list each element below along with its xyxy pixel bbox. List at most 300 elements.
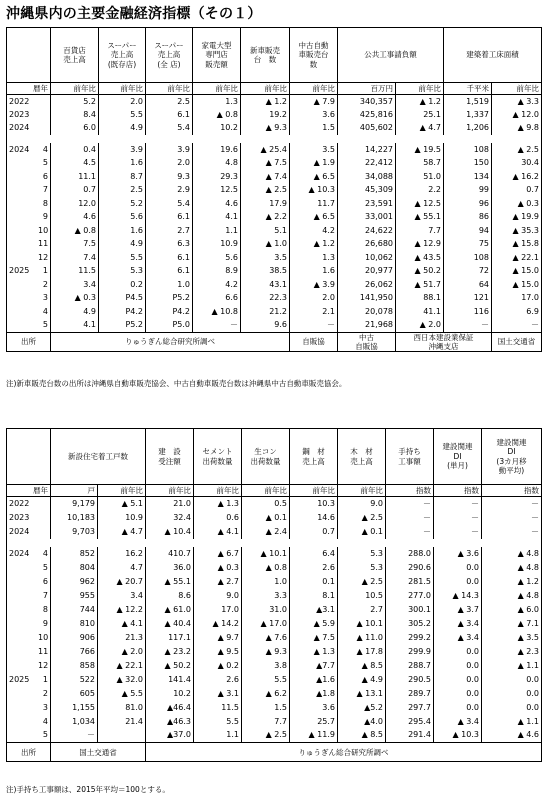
value-cell: 7.4 xyxy=(51,251,99,265)
value-cell: 29.3 xyxy=(193,170,241,184)
value-cell: 2.6 xyxy=(194,673,242,687)
source-cell: 中古 自販協 xyxy=(338,332,396,351)
table-row xyxy=(7,561,542,575)
value-cell: ▲ 10.1 xyxy=(242,547,290,561)
table-row xyxy=(7,645,542,659)
value-cell: ▲ 5.9 xyxy=(290,617,338,631)
value-cell: ▲ 7.6 xyxy=(242,631,290,645)
value-cell: 45,309 xyxy=(338,184,396,198)
value-cell: 6.6 xyxy=(193,292,241,306)
value-cell: ▲ 61.0 xyxy=(146,603,194,617)
value-cell: ▲ 9.8 xyxy=(492,122,542,136)
unit-cell: 前年比 xyxy=(338,485,386,497)
year-label: 2024 xyxy=(9,526,30,536)
value-cell: 36.0 xyxy=(146,561,194,575)
value-cell: 141.4 xyxy=(146,673,194,687)
value-cell: ▲ 7.1 xyxy=(482,617,542,631)
value-cell: 12.5 xyxy=(193,184,241,198)
unit-cell: 前年比 xyxy=(98,485,146,497)
period-cell xyxy=(7,673,51,687)
column-header: 中古自動 車販売台 数 xyxy=(290,28,338,83)
value-cell: ▲ 55.1 xyxy=(146,575,194,589)
value-cell: 3.9 xyxy=(99,143,146,157)
table-row xyxy=(7,305,542,319)
value-cell: 141,950 xyxy=(338,292,396,306)
unit-cell: 前年比 xyxy=(193,83,241,95)
value-cell: 300.1 xyxy=(386,603,434,617)
value-cell: 3.6 xyxy=(290,701,338,715)
value-cell: 4.6 xyxy=(193,197,241,211)
period-cell xyxy=(7,305,51,319)
table-row xyxy=(7,547,542,561)
value-cell: ▲ 9.5 xyxy=(194,645,242,659)
spacer-cell xyxy=(7,539,542,547)
value-cell: 0.0 xyxy=(434,561,482,575)
value-cell: 962 xyxy=(51,575,98,589)
value-cell: ▲ 0.3 xyxy=(51,292,99,306)
value-cell: P4.2 xyxy=(146,305,193,319)
value-cell: ▲ 3.1 xyxy=(194,687,242,701)
table-row xyxy=(7,108,542,122)
value-cell: 5.6 xyxy=(99,211,146,225)
value-cell: ▲ 2.5 xyxy=(338,575,386,589)
value-cell: ▲5.2 xyxy=(338,701,386,715)
value-cell: ▲ 10.8 xyxy=(193,305,241,319)
month-label: 5 xyxy=(42,320,48,329)
month-label: 4 xyxy=(42,144,48,154)
value-cell: 295.4 xyxy=(386,715,434,729)
value-cell: 14.6 xyxy=(290,511,338,525)
period-cell xyxy=(7,108,51,122)
table-row xyxy=(7,197,542,211)
month-label: 5 xyxy=(42,730,48,740)
value-cell: 0.6 xyxy=(194,511,242,525)
value-cell: ▲ 1.2 xyxy=(241,95,290,109)
value-cell: 277.0 xyxy=(386,589,434,603)
value-cell: 2.5 xyxy=(146,95,193,109)
value-cell: 75 xyxy=(444,238,492,252)
value-cell: ▲ 6.2 xyxy=(242,687,290,701)
value-cell: 10.9 xyxy=(98,511,146,525)
value-cell: ▲ 19.5 xyxy=(396,143,444,157)
value-cell: 9.6 xyxy=(241,319,290,333)
value-cell: ▲ 12.5 xyxy=(396,197,444,211)
value-cell: 7.5 xyxy=(51,238,99,252)
value-cell: 0.7 xyxy=(492,184,542,198)
value-cell: 4.2 xyxy=(290,224,338,238)
unit-cell: 前年比 xyxy=(99,83,146,95)
source-cell: 国土交通省 xyxy=(492,332,542,351)
value-cell: ▲ 15.0 xyxy=(492,265,542,279)
value-cell: 19.6 xyxy=(193,143,241,157)
unit-cell: 前年比 xyxy=(194,485,242,497)
value-cell: 17.0 xyxy=(194,603,242,617)
value-cell: 4.7 xyxy=(98,561,146,575)
value-cell: 2.7 xyxy=(146,224,193,238)
value-cell: ▲7.7 xyxy=(290,659,338,673)
value-cell: ▲ 12.0 xyxy=(492,108,542,122)
value-cell: 4.2 xyxy=(193,278,241,292)
value-cell: 299.9 xyxy=(386,645,434,659)
value-cell: 64 xyxy=(444,278,492,292)
value-cell: 5.5 xyxy=(242,673,290,687)
value-cell: 410.7 xyxy=(146,547,194,561)
value-cell: 4.8 xyxy=(193,157,241,171)
period-cell xyxy=(7,525,51,539)
value-cell: 3.5 xyxy=(241,251,290,265)
value-cell: 1.1 xyxy=(193,224,241,238)
column-header: 手持ち 工事額 xyxy=(386,429,434,485)
value-cell: ▲ 2.5 xyxy=(338,511,386,525)
value-cell: 86 xyxy=(444,211,492,225)
period-cell xyxy=(7,701,51,715)
value-cell: 4.9 xyxy=(51,305,99,319)
table-row xyxy=(7,265,542,279)
value-cell: 99 xyxy=(444,184,492,198)
value-cell: 5.3 xyxy=(338,561,386,575)
value-cell: 405,602 xyxy=(338,122,396,136)
column-header: 公共工事請負額 xyxy=(338,28,444,83)
value-cell: ▲ 2.0 xyxy=(98,645,146,659)
unit-cell: 前年比 xyxy=(290,485,338,497)
value-cell: － xyxy=(434,525,482,539)
value-cell: ▲ 23.2 xyxy=(146,645,194,659)
value-cell: 33,001 xyxy=(338,211,396,225)
value-cell: 38.5 xyxy=(241,265,290,279)
value-cell: 1.3 xyxy=(193,95,241,109)
table-row xyxy=(7,497,542,511)
value-cell: ▲3.1 xyxy=(290,603,338,617)
table-row xyxy=(7,617,542,631)
value-cell: ▲ 6.5 xyxy=(290,170,338,184)
table-row xyxy=(7,122,542,136)
column-header xyxy=(7,28,51,83)
value-cell: 43.1 xyxy=(241,278,290,292)
value-cell: 3.4 xyxy=(98,589,146,603)
spacer-cell xyxy=(7,135,542,143)
table-row xyxy=(7,157,542,171)
period-cell xyxy=(7,278,51,292)
column-header xyxy=(7,429,51,485)
value-cell: 12.0 xyxy=(51,197,99,211)
value-cell: P4.5 xyxy=(99,292,146,306)
value-cell: 6.1 xyxy=(146,265,193,279)
value-cell: － xyxy=(193,319,241,333)
value-cell: ▲ 3.4 xyxy=(434,617,482,631)
month-label: 9 xyxy=(42,212,48,222)
value-cell: － xyxy=(482,525,542,539)
value-cell: ▲ 12.9 xyxy=(396,238,444,252)
value-cell: 4.1 xyxy=(51,319,99,333)
period-cell xyxy=(7,511,51,525)
value-cell: 8.1 xyxy=(290,589,338,603)
value-cell: ▲ 1.0 xyxy=(241,238,290,252)
column-header: 建 設 受注額 xyxy=(146,429,194,485)
value-cell: 744 xyxy=(51,603,98,617)
value-cell: 21.0 xyxy=(146,497,194,511)
value-cell: 32.4 xyxy=(146,511,194,525)
column-header: 建築着工床面積 xyxy=(444,28,542,83)
value-cell: 51.0 xyxy=(396,170,444,184)
value-cell: ▲ 0.8 xyxy=(242,561,290,575)
month-label: 5 xyxy=(42,562,48,572)
value-cell: 0.0 xyxy=(434,645,482,659)
period-cell xyxy=(7,95,51,109)
value-cell: 4.5 xyxy=(51,157,99,171)
period-cell xyxy=(7,729,51,743)
column-header: 家電大型 専門店 販売額 xyxy=(193,28,241,83)
value-cell: 0.7 xyxy=(51,184,99,198)
value-cell: 1.1 xyxy=(194,729,242,743)
value-cell: ▲ 5.5 xyxy=(98,687,146,701)
value-cell: ▲ 1.1 xyxy=(482,715,542,729)
value-cell: ▲ 0.1 xyxy=(338,525,386,539)
value-cell: 26,062 xyxy=(338,278,396,292)
year-label: 2023 xyxy=(9,109,30,119)
value-cell: 340,357 xyxy=(338,95,396,109)
month-label: 4 xyxy=(42,306,48,316)
value-cell: 4.6 xyxy=(51,211,99,225)
value-cell: ▲1.8 xyxy=(290,687,338,701)
value-cell: ▲ 2.3 xyxy=(482,645,542,659)
value-cell: 10.5 xyxy=(338,589,386,603)
month-label: 8 xyxy=(42,198,48,208)
value-cell: 4.9 xyxy=(99,122,146,136)
value-cell: 8.6 xyxy=(146,589,194,603)
value-cell: ▲ 1.3 xyxy=(194,497,242,511)
value-cell: 11.1 xyxy=(51,170,99,184)
value-cell: 425,816 xyxy=(338,108,396,122)
value-cell: 24,622 xyxy=(338,224,396,238)
value-cell: ▲ 10.1 xyxy=(338,617,386,631)
value-cell: 5.2 xyxy=(99,197,146,211)
value-cell: 58.7 xyxy=(396,157,444,171)
value-cell: 1,337 xyxy=(444,108,492,122)
period-cell xyxy=(7,265,51,279)
value-cell: 3.4 xyxy=(51,278,99,292)
value-cell: ▲46.4 xyxy=(146,701,194,715)
value-cell: 21,968 xyxy=(338,319,396,333)
value-cell: 906 xyxy=(51,631,98,645)
value-cell: ▲ 2.7 xyxy=(194,575,242,589)
value-cell: 9,703 xyxy=(51,525,98,539)
value-cell: 299.2 xyxy=(386,631,434,645)
value-cell: ▲ 50.2 xyxy=(396,265,444,279)
period-cell xyxy=(7,547,51,561)
value-cell: 810 xyxy=(51,617,98,631)
value-cell: 0.0 xyxy=(434,659,482,673)
value-cell: ▲ 0.8 xyxy=(193,108,241,122)
period-cell xyxy=(7,211,51,225)
value-cell: 10.3 xyxy=(290,497,338,511)
value-cell: 9.3 xyxy=(146,170,193,184)
value-cell: 7.7 xyxy=(242,715,290,729)
value-cell: 5.5 xyxy=(194,715,242,729)
value-cell: 2.9 xyxy=(146,184,193,198)
value-cell: 22.3 xyxy=(241,292,290,306)
value-cell: 1.5 xyxy=(290,122,338,136)
value-cell: 290.6 xyxy=(386,561,434,575)
value-cell: － xyxy=(386,525,434,539)
value-cell: P5.0 xyxy=(146,319,193,333)
source-cell: 国土交通省 xyxy=(51,743,146,762)
table-row xyxy=(7,319,542,333)
value-cell: 11.5 xyxy=(194,701,242,715)
unit-cell: 指数 xyxy=(482,485,542,497)
value-cell: ▲ 32.0 xyxy=(98,673,146,687)
value-cell: 14,227 xyxy=(338,143,396,157)
value-cell: P5.2 xyxy=(146,292,193,306)
value-cell: 0.0 xyxy=(482,687,542,701)
month-label: 11 xyxy=(38,646,49,656)
value-cell: ▲ 3.3 xyxy=(492,95,542,109)
table-row xyxy=(7,729,542,743)
value-cell: 0.0 xyxy=(434,687,482,701)
source-row xyxy=(7,332,542,351)
month-label: 11 xyxy=(38,239,49,249)
value-cell: － xyxy=(482,511,542,525)
value-cell: ▲ 4.6 xyxy=(482,729,542,743)
value-cell: 10,183 xyxy=(51,511,98,525)
value-cell: 291.4 xyxy=(386,729,434,743)
value-cell: ▲ 4.8 xyxy=(482,589,542,603)
value-cell: 3.3 xyxy=(242,589,290,603)
value-cell: 289.7 xyxy=(386,687,434,701)
value-cell: 0.4 xyxy=(51,143,99,157)
value-cell: 150 xyxy=(444,157,492,171)
financial-indicators-table-2 xyxy=(6,428,542,762)
value-cell: 305.2 xyxy=(386,617,434,631)
value-cell: ▲ 3.9 xyxy=(290,278,338,292)
table-row xyxy=(7,251,542,265)
month-label: 1 xyxy=(42,674,48,684)
value-cell: ▲ 7.4 xyxy=(241,170,290,184)
unit-cell: 前年比 xyxy=(51,83,99,95)
month-label: 2 xyxy=(42,688,48,698)
value-cell: ▲ 4.1 xyxy=(194,525,242,539)
value-cell: 88.1 xyxy=(396,292,444,306)
value-cell: 5.2 xyxy=(51,95,99,109)
year-label: 2022 xyxy=(9,96,30,106)
value-cell: 7.7 xyxy=(396,224,444,238)
table1-header xyxy=(7,28,542,83)
value-cell: ▲ 0.8 xyxy=(51,224,99,238)
value-cell: ▲ 12.2 xyxy=(98,603,146,617)
value-cell: ▲ 3.4 xyxy=(434,631,482,645)
value-cell: ▲ 3.4 xyxy=(434,715,482,729)
value-cell: 6.9 xyxy=(492,305,542,319)
value-cell: ▲ 22.1 xyxy=(98,659,146,673)
value-cell: 41.1 xyxy=(396,305,444,319)
value-cell: － xyxy=(290,319,338,333)
value-cell: 0.1 xyxy=(290,575,338,589)
value-cell: 9.0 xyxy=(338,497,386,511)
value-cell: ▲ 35.3 xyxy=(492,224,542,238)
table-row xyxy=(7,673,542,687)
value-cell: ▲ 4.9 xyxy=(338,673,386,687)
month-label: 10 xyxy=(38,225,49,235)
unit-cell: 前年比 xyxy=(290,83,338,95)
value-cell: 852 xyxy=(51,547,98,561)
value-cell: 25.7 xyxy=(290,715,338,729)
period-cell xyxy=(7,224,51,238)
value-cell: 0.0 xyxy=(434,673,482,687)
value-cell: ▲ 2.0 xyxy=(396,319,444,333)
value-cell: 25.1 xyxy=(396,108,444,122)
value-cell: 0.0 xyxy=(434,575,482,589)
value-cell: － xyxy=(386,511,434,525)
value-cell: 117.1 xyxy=(146,631,194,645)
value-cell: ▲ 22.1 xyxy=(492,251,542,265)
value-cell: 9,179 xyxy=(51,497,98,511)
value-cell: － xyxy=(434,511,482,525)
value-cell: 288.0 xyxy=(386,547,434,561)
value-cell: 5.5 xyxy=(99,251,146,265)
unit-cell: 百万円 xyxy=(338,83,396,95)
value-cell: ▲ 15.8 xyxy=(492,238,542,252)
value-cell: 2.0 xyxy=(146,157,193,171)
value-cell: 8.9 xyxy=(193,265,241,279)
value-cell: ▲ 0.3 xyxy=(194,561,242,575)
value-cell: 0.2 xyxy=(99,278,146,292)
value-cell: 5.6 xyxy=(193,251,241,265)
table-row xyxy=(7,701,542,715)
value-cell: 858 xyxy=(51,659,98,673)
value-cell: 6.0 xyxy=(51,122,99,136)
column-header: 建設関連 DI (3カ月移 動平均) xyxy=(482,429,542,485)
value-cell: 5.3 xyxy=(99,265,146,279)
value-cell: 21.3 xyxy=(98,631,146,645)
value-cell: ▲ 20.7 xyxy=(98,575,146,589)
value-cell: ▲ 9.3 xyxy=(242,645,290,659)
value-cell: ▲ 7.5 xyxy=(290,631,338,645)
value-cell: 5.4 xyxy=(146,122,193,136)
page-title: 沖縄県内の主要金融経済指標（その１） xyxy=(6,6,262,22)
value-cell: 0.0 xyxy=(482,673,542,687)
value-cell: － xyxy=(482,497,542,511)
value-cell: ▲ 14.2 xyxy=(194,617,242,631)
value-cell: 8.7 xyxy=(99,170,146,184)
value-cell: 2.0 xyxy=(290,292,338,306)
value-cell: ▲ 1.1 xyxy=(482,659,542,673)
value-cell: 2.5 xyxy=(99,184,146,198)
source-cell: りゅうぎん総合研究所調べ xyxy=(51,332,290,351)
period-cell xyxy=(7,157,51,171)
value-cell: 19.2 xyxy=(241,108,290,122)
year-label: 2024 xyxy=(9,548,30,558)
value-cell: ▲ 9.7 xyxy=(194,631,242,645)
value-cell: ▲ 1.2 xyxy=(482,575,542,589)
period-cell xyxy=(7,687,51,701)
value-cell: ▲ 10.3 xyxy=(434,729,482,743)
value-cell: 0.7 xyxy=(290,525,338,539)
value-cell: ▲ 40.4 xyxy=(146,617,194,631)
value-cell: 94 xyxy=(444,224,492,238)
value-cell: ▲ 15.0 xyxy=(492,278,542,292)
period-cell xyxy=(7,715,51,729)
period-cell xyxy=(7,143,51,157)
value-cell: 10.2 xyxy=(146,687,194,701)
month-label: 3 xyxy=(42,293,48,303)
value-cell: ▲ 2.5 xyxy=(492,143,542,157)
table-row xyxy=(7,238,542,252)
table-row xyxy=(7,511,542,525)
column-header: 新設住宅着工戸数 xyxy=(51,429,146,485)
value-cell: 766 xyxy=(51,645,98,659)
value-cell: 81.0 xyxy=(98,701,146,715)
value-cell: 0.0 xyxy=(434,701,482,715)
value-cell: 1.5 xyxy=(242,701,290,715)
